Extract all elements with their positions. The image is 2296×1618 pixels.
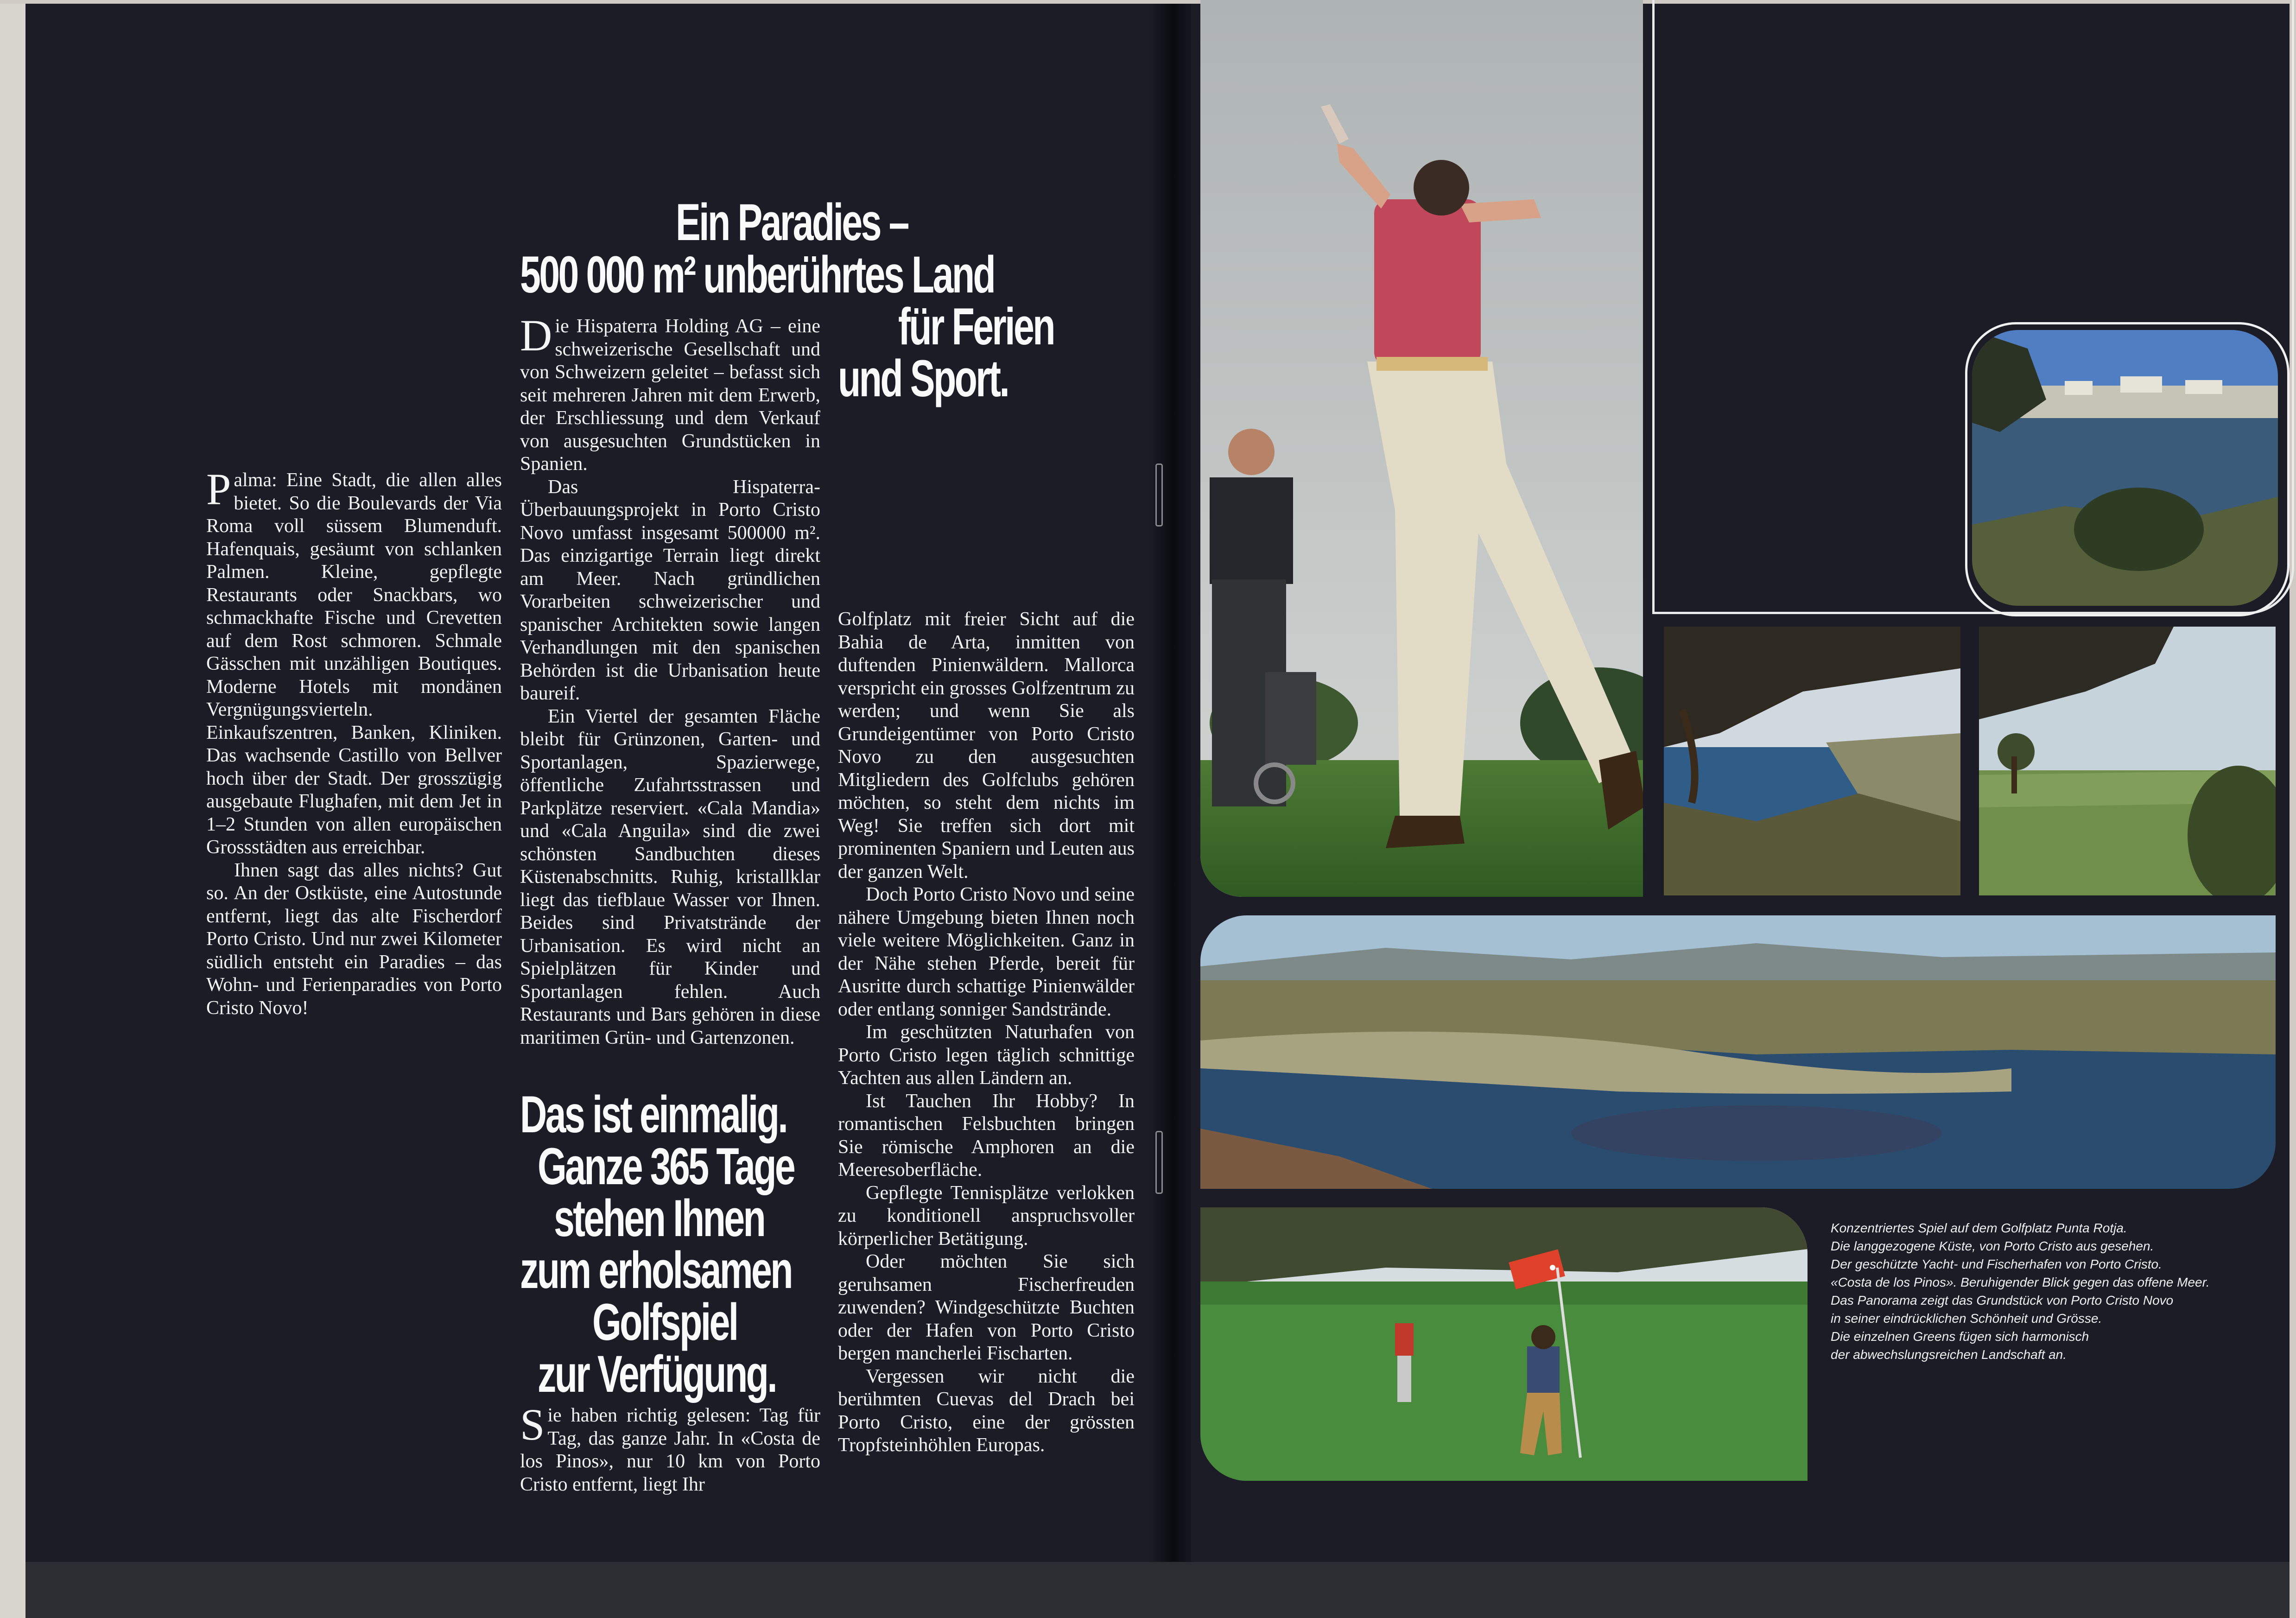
bottom-band [0,1562,2296,1618]
photo-golf-course [1979,627,2276,895]
panorama-image [1200,915,2276,1189]
paragraph: Gepflegte Tennisplätze verlokken zu konditionell anspruchsvoller körperlicher Betätigung. [838,1182,1135,1250]
golf-course-image [1979,627,2276,895]
caption-line: Der geschützte Yacht- und Fischerhafen von Porto Cristo. [1831,1257,2162,1271]
headline-line: stehen Ihnen [554,1189,765,1247]
drop-cap: P [206,464,231,514]
caption-line: Konzentriertes Spiel auf dem Golfplatz Punta Rotja. [1831,1221,2127,1235]
paragraph: Oder möchten Sie sich geruhsamen Fischerfreuden zuwenden? Windgeschützte Buchten oder der Hafen von Porto Cristo bergen mancherlei Fischarten. [838,1251,1135,1364]
paragraph: Ist Tauchen Ihr Hobby? In romantischen Felsbuchten bringen Sie römische Amphoren an die Meeresoberfläche. [838,1090,1135,1180]
paragraph: Ein Viertel der gesamten Fläche bleibt für Grünzonen, Garten- und Sportanlagen, Spazierwege, öffentliche Zufahrtsstrassen und Parkplätze reserviert. «Cala Mandia» und «Cala Anguila» sind die zwei schönsten Sandbuchten dieses Küstenabschnitts. Ruhig, kristallklar liegt das tiefblaue Wasser vor Ihnen. Beides sind Privatstrände der Urbanisation. Es wird nicht an Spielplätzen für Kinder und Sportanlagen fehlen. Auch Restaurants und Bars gehören in diese maritimen Grün- und Gartenzonen. [520,705,820,1048]
paragraph: Das Hispaterra-Überbauungsprojekt in Porto Cristo Novo umfasst insgesamt 500000 m². Das einzigartige Terrain liegt direkt am Meer. Nach gründlichen Vorarbeiten schweizerischer und spanischer Architekten sowie langen Verhandlungen mit den spanischen Behörden ist die Urbanisation heute baureif. [520,476,820,704]
paragraph: Golfplatz mit freier Sicht auf die Bahia de Arta, inmitten von duftenden Pinienwäldern. Mallorca verspricht ein grosses Golfzentrum zu werden; und wenn Sie als Grundeigentümer von Porto Cristo Novo zu den ausgesuchten Mitgliedern des Golfclubs gehören möchten, so steht dem nichts im Weg! Sie treffen sich dort mit prominenten Spaniern und Leuten aus der ganzen Welt. [838,609,1135,882]
paragraph: Doch Porto Cristo Novo und seine nähere Umgebung bieten Ihnen noch viele weitere Möglichkeiten. Ganz in der Nähe stehen Pferde, bereit für Ausritte durch schattige Pinienwälder oder entlang sonniger Sandstrände. [838,884,1135,1020]
headline-line: Ein Paradies – [676,193,908,251]
headline-line: zum erholsamen [520,1241,792,1299]
headline-line: für Ferien [898,298,1054,355]
photo-coast-trees [1664,627,1960,895]
headline-line: Das ist einmalig. [520,1085,787,1143]
headline-line: Golfspiel [592,1293,737,1351]
caption-line: Die einzelnen Greens fügen sich harmonisch [1831,1329,2089,1344]
paragraph: Vergessen wir nicht die berühmten Cuevas del Drach bei Porto Cristo, eine der grössten Tropfsteinhöhlen Europas. [838,1365,1135,1456]
drop-cap: D [520,311,552,360]
photo-golfer-swing [1200,0,1643,897]
text-column-3 [838,608,1135,1457]
staple [1155,463,1163,527]
paragraph: Sie haben richtig gelesen: Tag für Tag, das ganze Jahr. In «Costa de los Pinos», nur 10 km von Porto Cristo entfernt, liegt Ihr [520,1400,820,1495]
bay-village-image [1972,330,2278,606]
staple [1155,1131,1163,1194]
photo-panorama [1200,915,2276,1189]
green-putting-image [1200,1207,1808,1481]
coast-trees-image [1664,627,1960,895]
caption-line: in seiner eindrücklichen Schönheit und Grösse. [1831,1311,2102,1326]
text-column-1 [206,464,502,1020]
drop-cap: S [520,1400,545,1449]
headline-line: 500 000 m² unberührtes Land [520,246,995,304]
caption-line: Die langgezogene Küste, von Porto Cristo aus gesehen. [1831,1239,2154,1253]
headline-line: Ganze 365 Tage [538,1137,794,1195]
caption-line: «Costa de los Pinos». Beruhigender Blick gegen das offene Meer. [1831,1275,2210,1289]
paragraph: Palma: Eine Stadt, die allen alles bietet. So die Boulevards der Via Roma voll süssem Blumenduft. Hafenquais, gesäumt von schlanken Palmen. Kleine, gepflegte Restaurants oder Snackbars, wo schmackhafte Fische und Crevetten auf dem Rost schmoren. Schmale Gässchen mit unzähligen Boutiques. Moderne Hotels mit mondänen Vergnügungsvierteln. Einkaufszentren, Banken, Kliniken. Das wachsende Castillo von Bellver hoch über der Stadt. Der grosszügig ausgebaute Flughafen, mit dem Jet in 1–2 Stunden von allen europäischen Grossstädten aus erreichbar. [206,464,502,858]
headline-line: und Sport. [838,349,1008,407]
text-column-2-continued [520,1400,820,1496]
paragraph: Im geschützten Naturhafen von Porto Cristo legen täglich schnittige Yachten aus allen Ländern an. [838,1022,1135,1089]
text-column-2 [520,311,820,1049]
paragraph: Ihnen sagt das alles nichts? Gut so. An der Ostküste, eine Autostunde entfernt, liegt das alte Fischerdorf Porto Cristo. Und nur zwei Kilometer südlich entsteht ein Paradies – das Wohn- und Ferienparadies von Porto Cristo Novo! [206,859,502,1019]
caption-line: Das Panorama zeigt das Grundstück von Porto Cristo Novo [1831,1293,2174,1307]
page-gutter [1149,0,1191,1618]
photo-bay-village [1972,330,2278,606]
caption-line: der abwechslungsreichen Landschaft an. [1831,1347,2067,1362]
golfer-swing-image [1200,0,1643,897]
photo-green-putting [1200,1207,1808,1481]
headline-line: zur Verfügung. [538,1345,776,1403]
photo-caption [1831,1219,2290,1364]
paragraph: Die Hispaterra Holding AG – eine schweizerische Gesellschaft und von Schweizern geleitet – befasst sich seit mehreren Jahren mit dem Erwerb, der Erschliessung und dem Verkauf von ausgesuchten Grundstücken in Spanien. [520,311,820,475]
page-edge [0,0,25,1618]
